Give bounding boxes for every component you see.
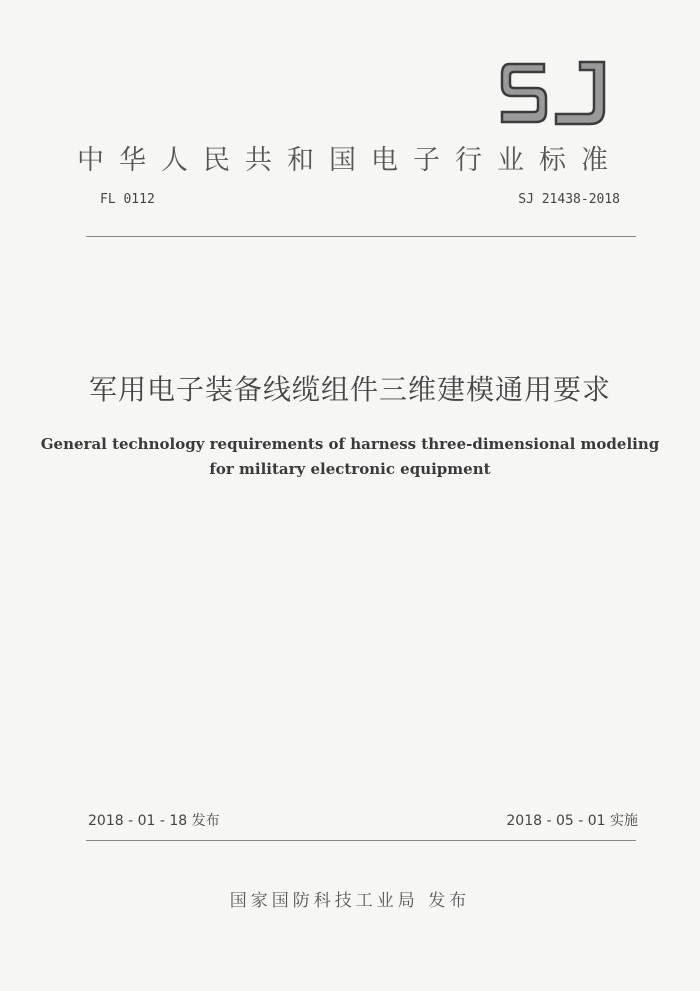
issue-date: 2018 - 01 - 18 发布 [88, 813, 220, 829]
standard-organization-title: 中华人民共和国电子行业标准 [77, 145, 623, 176]
top-divider [86, 236, 636, 237]
bottom-divider [86, 840, 636, 841]
standard-number: SJ 21438-2018 [518, 192, 620, 207]
title-english-line-2: for military electronic equipment [209, 460, 491, 478]
publisher: 国家国防科技工业局 发布 [229, 891, 471, 911]
classification-code: FL 0112 [100, 192, 155, 207]
title-english-line-1: General technology requirements of harness three-dimensional modeling [40, 435, 660, 453]
effective-date: 2018 - 05 - 01 实施 [506, 813, 638, 829]
sj-logo-icon [496, 56, 610, 130]
title-english [0, 432, 700, 482]
title-chinese: 军用电子装备线缆组件三维建模通用要求 [88, 373, 611, 406]
sj-logo [496, 56, 610, 130]
